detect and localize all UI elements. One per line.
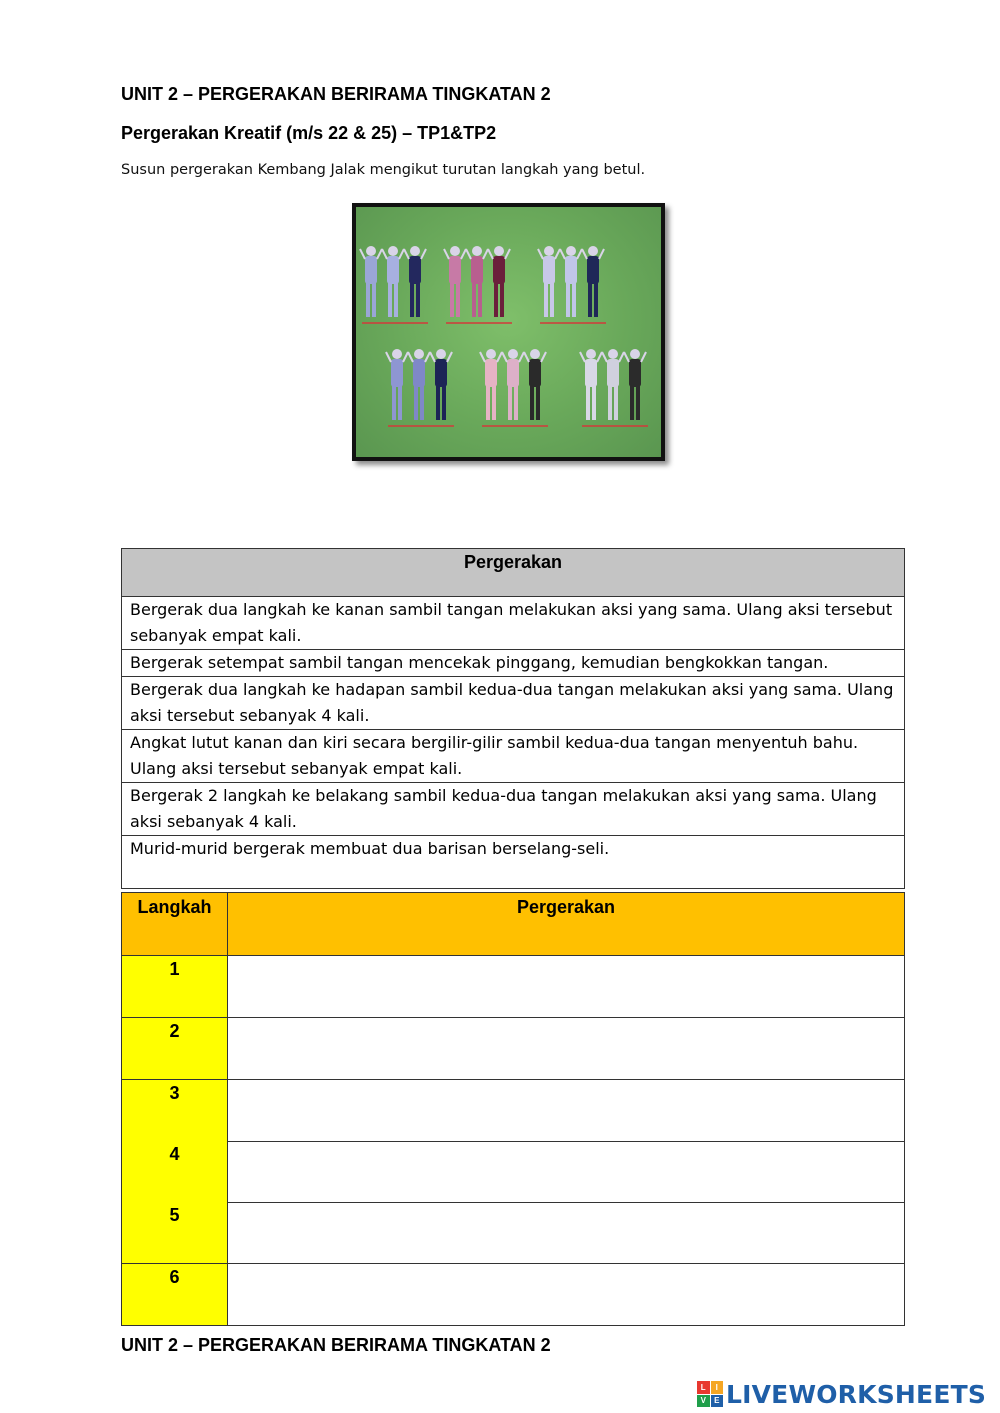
movement-option[interactable]: Bergerak dua langkah ke kanan sambil tangan melakukan aksi yang sama. Ulang aksi tersebut sebanyak empat kali.: [122, 597, 905, 650]
movement-option[interactable]: Murid-murid bergerak membuat dua barisan berselang-seli.: [122, 836, 905, 889]
dance-figures-image: [352, 203, 665, 461]
answer-table: [121, 892, 905, 1326]
step-number: 6: [122, 1264, 228, 1326]
answer-drop-zone[interactable]: [228, 1141, 905, 1202]
dancer-figure: [444, 246, 466, 317]
step-number: 5: [122, 1202, 228, 1264]
dancer-figure: [408, 349, 430, 420]
instruction-text: Susun pergerakan Kembang Jalak mengikut turutan langkah yang betul.: [121, 162, 646, 178]
movement-option[interactable]: Bergerak setempat sambil tangan mencekak pinggang, kemudian bengkokkan tangan.: [122, 650, 905, 677]
answer-drop-zone[interactable]: [228, 1018, 905, 1080]
movement-column-header: Pergerakan: [228, 893, 905, 956]
answer-drop-zone[interactable]: [228, 1080, 905, 1142]
answer-drop-zone[interactable]: [228, 1202, 905, 1264]
dancer-figure: [524, 349, 546, 420]
dancer-figure: [382, 246, 404, 317]
movement-option[interactable]: Angkat lutut kanan dan kiri secara bergilir-gilir sambil kedua-dua tangan menyentuh bahu. Ulang aksi tersebut sebanyak empat kali.: [122, 730, 905, 783]
step-number: 2: [122, 1018, 228, 1080]
footer-title: UNIT 2 – PERGERAKAN BERIRAMA TINGKATAN 2: [121, 1335, 551, 1355]
step-number: 4: [122, 1141, 228, 1202]
dancer-figure: [560, 246, 582, 317]
dancer-figure: [602, 349, 624, 420]
page-subtitle: Pergerakan Kreatif (m/s 22 & 25) – TP1&TP2: [121, 123, 497, 143]
dancer-figure: [488, 246, 510, 317]
dancer-figure: [502, 349, 524, 420]
logo-mark-tile: V: [697, 1395, 710, 1408]
logo-wordmark: LIVEWORKSHEETS: [726, 1379, 987, 1409]
step-column-header: Langkah: [122, 893, 228, 956]
dancer-figure: [580, 349, 602, 420]
dancer-figure: [480, 349, 502, 420]
dancer-figure: [360, 246, 382, 317]
step-number: 3: [122, 1080, 228, 1142]
movement-option[interactable]: Bergerak dua langkah ke hadapan sambil kedua-dua tangan melakukan aksi yang sama. Ulang aksi tersebut sebanyak 4 kali.: [122, 677, 905, 730]
dancer-figure: [386, 349, 408, 420]
dancer-figure: [430, 349, 452, 420]
page-title: UNIT 2 – PERGERAKAN BERIRAMA TINGKATAN 2: [121, 84, 551, 104]
answer-drop-zone[interactable]: [228, 1264, 905, 1326]
movement-list-header: Pergerakan: [122, 549, 905, 597]
dancer-figure: [404, 246, 426, 317]
logo-mark-icon: [697, 1381, 723, 1407]
answer-drop-zone[interactable]: [228, 956, 905, 1018]
dancer-figure: [582, 246, 604, 317]
movement-list-table: [121, 548, 905, 889]
movement-option[interactable]: Bergerak 2 langkah ke belakang sambil kedua-dua tangan melakukan aksi yang sama. Ulang aksi sebanyak 4 kali.: [122, 783, 905, 836]
dancer-figure: [538, 246, 560, 317]
logo-mark-tile: E: [711, 1395, 724, 1408]
liveworksheets-logo[interactable]: [697, 1376, 986, 1412]
dancer-figure: [466, 246, 488, 317]
logo-mark-tile: I: [711, 1381, 724, 1394]
dancer-figure: [624, 349, 646, 420]
logo-mark-tile: L: [697, 1381, 710, 1394]
step-number: 1: [122, 956, 228, 1018]
